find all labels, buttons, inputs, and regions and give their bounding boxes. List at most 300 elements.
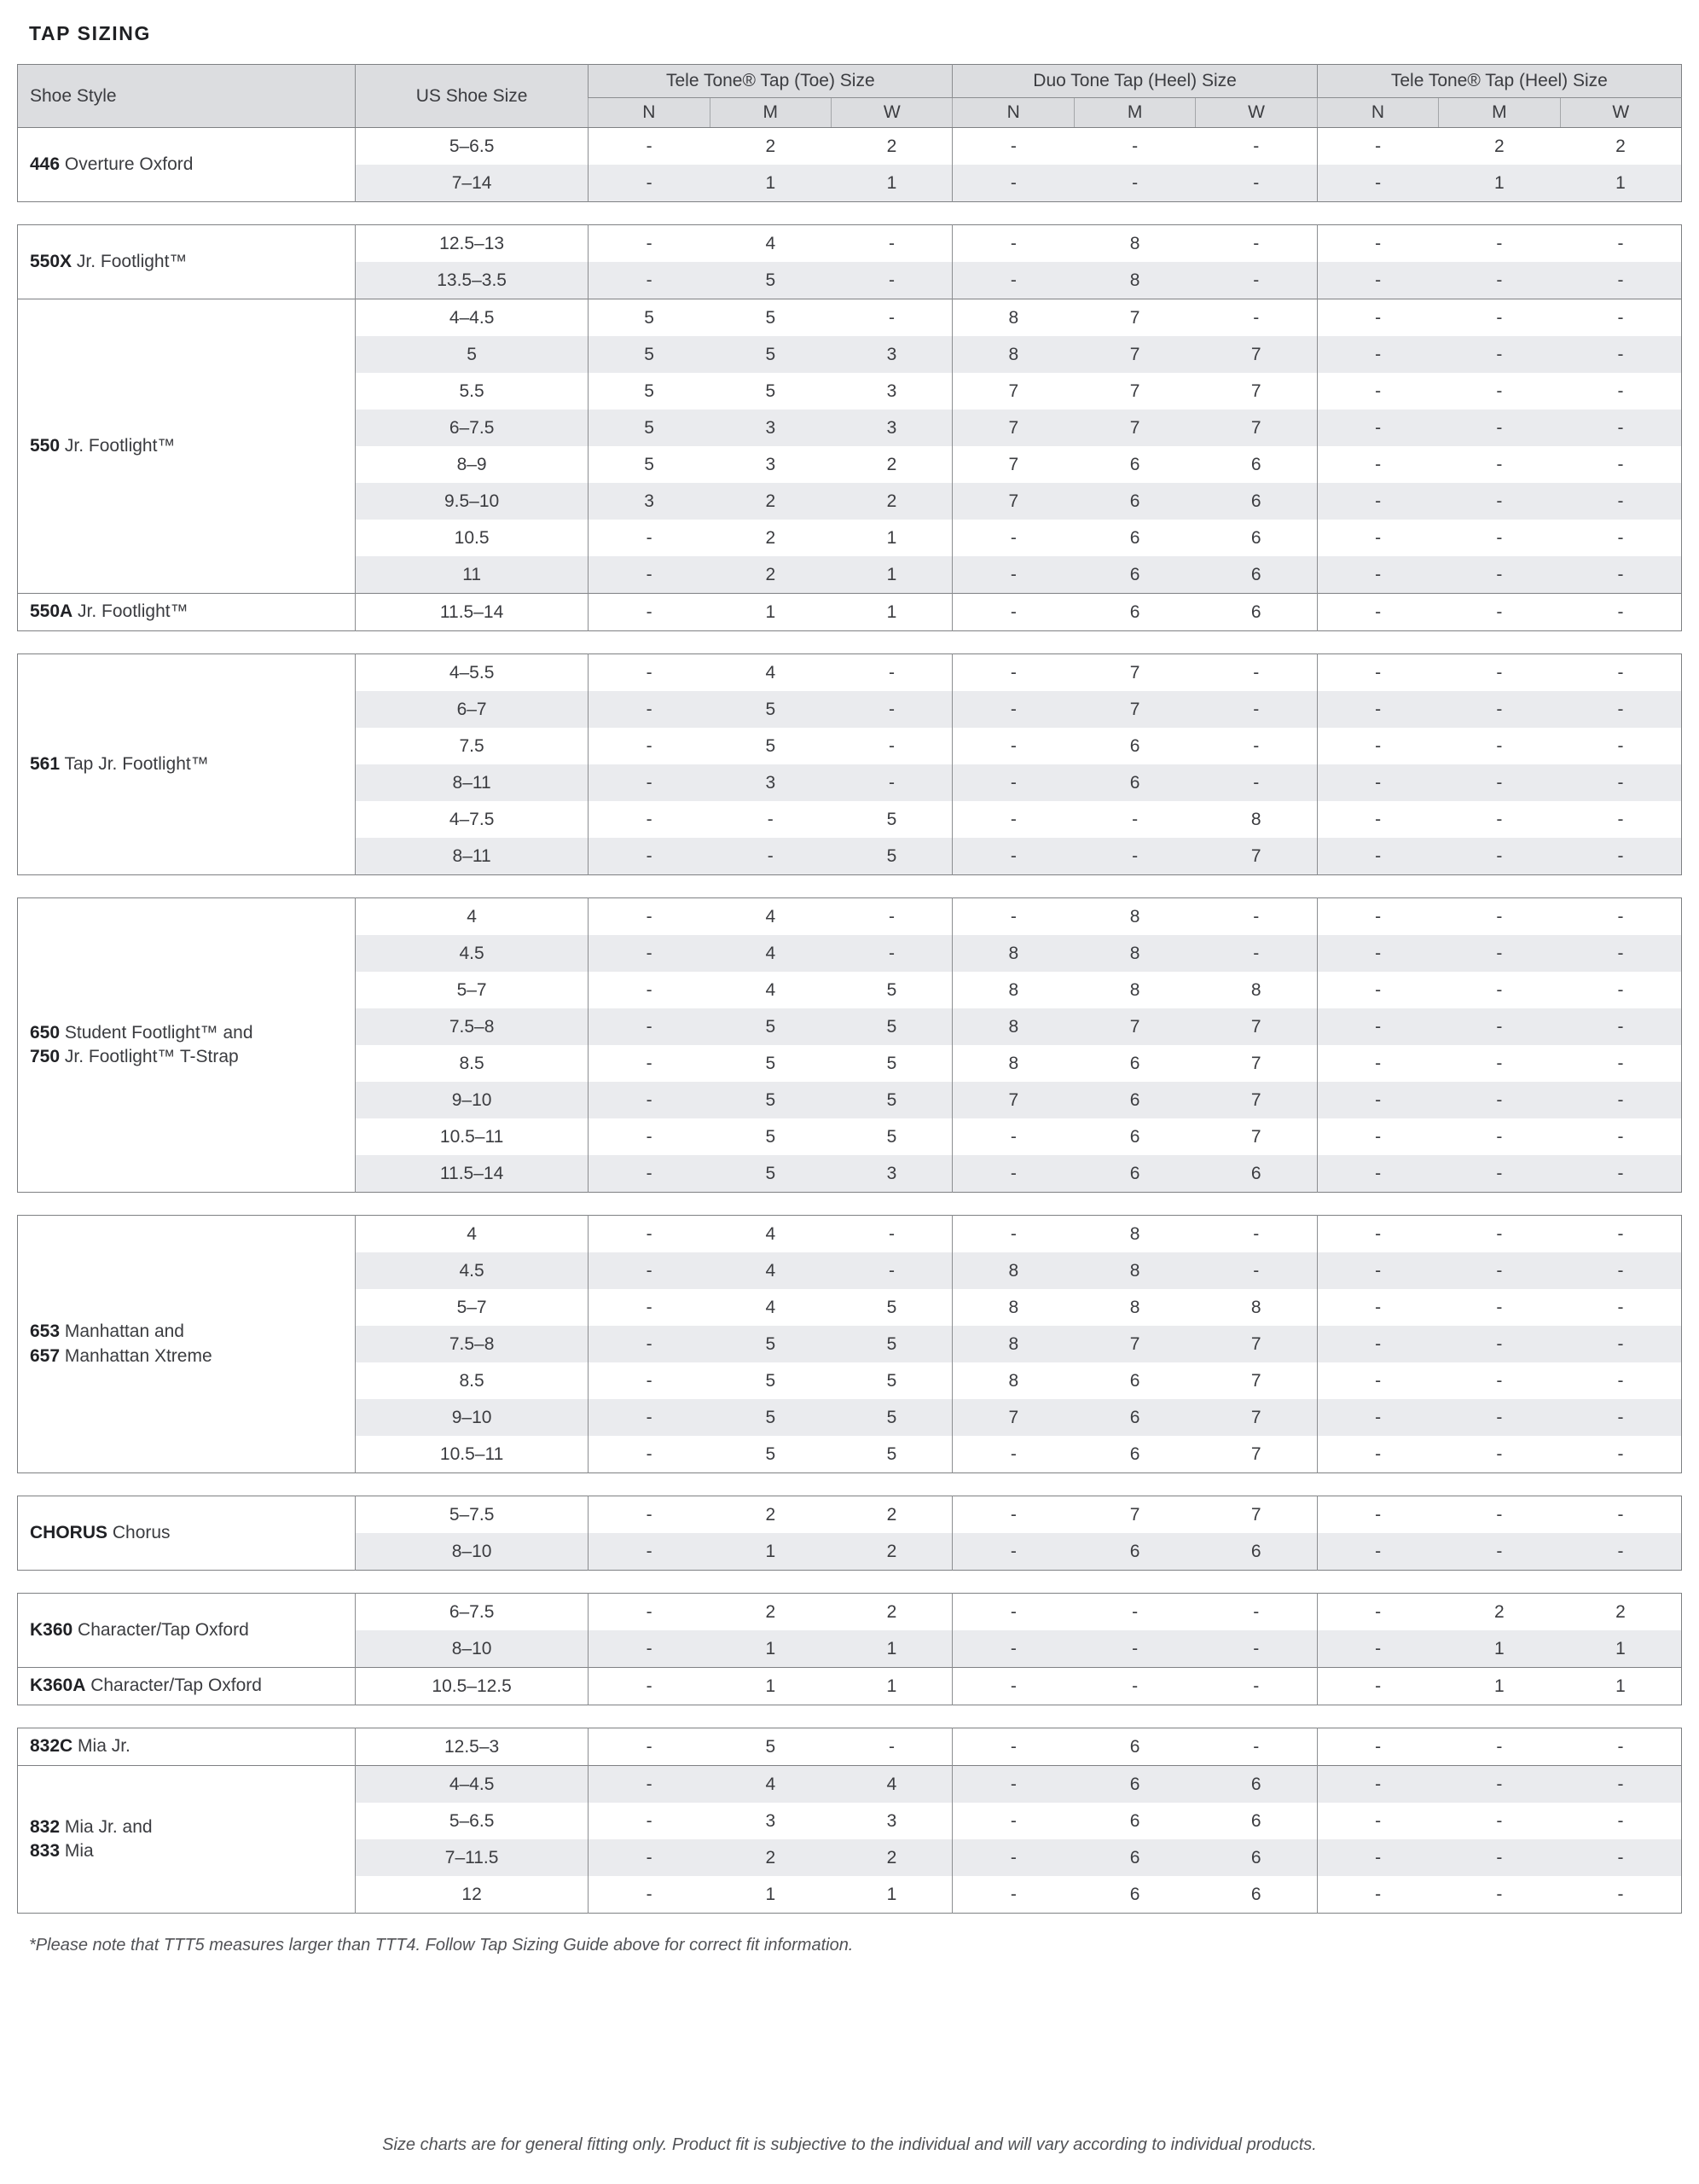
shoe-style-code: 550	[30, 435, 61, 456]
tap-size-cell: -	[1560, 410, 1681, 446]
tap-size-cell: 5	[589, 410, 710, 446]
tap-size-cell: -	[589, 1766, 710, 1804]
us-size-cell: 9–10	[356, 1399, 589, 1436]
tap-size-cell: 1	[1560, 1668, 1681, 1705]
tap-size-cell: 5	[589, 299, 710, 337]
tap-size-cell: 7	[1196, 410, 1317, 446]
tap-size-cell: 3	[832, 1155, 953, 1193]
tap-size-cell: -	[589, 128, 710, 166]
tap-size-cell: -	[1560, 1533, 1681, 1571]
tap-size-cell: -	[1317, 1326, 1438, 1362]
tap-size-cell: 5	[765, 735, 776, 756]
tap-size-cell: -	[589, 654, 710, 692]
tap-size-cell: -	[589, 764, 710, 801]
tap-size-cell: -	[1560, 1839, 1681, 1876]
tap-size-cell: 8	[953, 1252, 1074, 1289]
tap-size-cell: -	[1074, 838, 1195, 875]
shoe-style-line	[30, 600, 354, 624]
tap-size-cell: -	[1317, 1155, 1438, 1193]
tap-size-cell: -	[589, 1155, 710, 1193]
tap-size-cell: 7	[1250, 1443, 1261, 1464]
tap-size-cell: 6	[1129, 735, 1140, 756]
tap-size-cell: -	[953, 1496, 1074, 1534]
shoe-style-line	[30, 1345, 354, 1368]
tap-size-cell: 6	[1196, 556, 1317, 594]
tap-size-cell: 1	[1439, 1668, 1560, 1705]
us-size-cell: 9–10	[356, 1082, 589, 1118]
tap-size-cell: -	[1074, 1668, 1195, 1705]
shoe-style-text: Mia Jr.	[72, 1736, 130, 1757]
tap-size-cell: -	[1617, 1736, 1624, 1757]
tap-size-cell: 1	[710, 594, 831, 631]
tap-size-cell: -	[1439, 483, 1560, 520]
tap-size-cell: -	[1317, 1008, 1438, 1045]
shoe-style-text: Tap Jr. Footlight™	[60, 753, 209, 774]
tap-size-cell: 4	[710, 1252, 831, 1289]
tap-size-cell: 8	[953, 1008, 1074, 1045]
tap-size-cell: -	[589, 165, 710, 202]
tap-size-cell: -	[953, 898, 1074, 936]
tap-size-cell: 7	[1074, 1326, 1195, 1362]
us-size-cell: 5–6.5	[356, 1803, 589, 1839]
tap-size-cell: -	[1439, 1326, 1560, 1362]
tap-size-cell: 6	[1250, 527, 1261, 548]
tap-size-cell: -	[1439, 1839, 1560, 1876]
tap-size-cell: 5	[589, 446, 710, 483]
tap-size-cell: 5	[765, 380, 776, 401]
tap-size-cell: 6	[1250, 454, 1261, 474]
tap-size-cell: 7	[1250, 1053, 1261, 1073]
tap-size-cell: -	[589, 1008, 710, 1045]
us-size-cell: 5–7	[356, 972, 589, 1008]
tap-size-cell: 6	[1129, 1884, 1140, 1904]
us-size-cell: 12	[356, 1876, 589, 1914]
tap-size-cell: -	[1560, 483, 1681, 520]
tap-size-cell: -	[888, 662, 895, 682]
tap-size-cell: 8	[1074, 935, 1195, 972]
tap-size-cell: 8	[953, 1362, 1074, 1399]
tap-size-cell: 8	[1074, 1252, 1195, 1289]
tap-size-cell: 2	[765, 136, 776, 156]
tap-size-cell: 6	[1074, 556, 1195, 594]
tap-size-cell: -	[589, 1876, 710, 1914]
col-group-header-0: Tele Tone® Tap (Toe) Size	[589, 65, 953, 98]
tap-size-cell: -	[1196, 935, 1317, 972]
us-size-cell: 9.5–10	[356, 483, 589, 520]
tap-size-cell: -	[1253, 735, 1260, 756]
us-size-cell: 5–7	[356, 1289, 589, 1326]
tap-size-cell: 2	[886, 1504, 897, 1525]
us-size-cell: 4–7.5	[356, 801, 589, 838]
us-size-cell: 8.5	[356, 1362, 589, 1399]
us-size-cell: 11	[356, 556, 589, 594]
tap-size-cell: -	[1132, 809, 1139, 829]
us-size-cell: 10.5–11	[356, 1436, 589, 1473]
tap-size-cell: 4	[765, 1297, 776, 1317]
tap-size-cell: -	[589, 1082, 710, 1118]
us-size-cell: 6–7	[356, 691, 589, 728]
tap-size-cell: 6	[1074, 594, 1195, 631]
tap-size-cell: 5	[832, 1008, 953, 1045]
tap-size-cell: 7	[953, 483, 1074, 520]
tap-size-cell: 8	[953, 1289, 1074, 1326]
tap-size-cell: -	[1317, 1399, 1438, 1436]
us-size-cell: 5–6.5	[356, 128, 589, 166]
shoe-style-code: 550A	[30, 601, 73, 622]
shoe-style-line	[30, 1839, 354, 1863]
tap-size-cell: 1	[832, 594, 953, 631]
tap-size-cell: -	[1560, 299, 1681, 337]
tap-size-cell: -	[1560, 1399, 1681, 1436]
tap-size-cell: 1	[710, 1533, 831, 1571]
shoe-style-code: 657	[30, 1345, 61, 1366]
tap-size-cell: 7	[1129, 1504, 1140, 1525]
us-size-cell: 8–10	[356, 1630, 589, 1668]
tap-size-cell: 7	[953, 373, 1074, 410]
tap-size-cell: -	[953, 1216, 1074, 1253]
tap-size-cell: 1	[832, 1668, 953, 1705]
tap-size-cell: 6	[1129, 1370, 1140, 1391]
tap-size-cell: 6	[1129, 1053, 1140, 1073]
tap-size-cell: 8	[1129, 1223, 1140, 1244]
tap-size-cell: 8	[1250, 1297, 1261, 1317]
table-row	[18, 1668, 1682, 1705]
tap-size-cell: 7	[1129, 380, 1140, 401]
shoe-style-line	[30, 250, 354, 274]
col-subheader-m: M	[1074, 98, 1195, 128]
tap-size-cell: -	[953, 1728, 1074, 1766]
tap-size-cell: 8	[953, 1045, 1074, 1082]
col-group-header-2: Tele Tone® Tap (Heel) Size	[1317, 65, 1681, 98]
tap-size-cell: -	[1317, 1252, 1438, 1289]
tap-size-cell: 6	[1196, 483, 1317, 520]
tap-size-cell: 2	[1493, 1601, 1505, 1622]
tap-size-cell: -	[589, 556, 710, 594]
tap-size-cell: 6	[1074, 1766, 1195, 1804]
tap-size-cell: -	[1317, 1839, 1438, 1876]
tap-size-cell: -	[1317, 728, 1438, 764]
tap-size-cell: -	[953, 556, 1074, 594]
tap-size-cell: -	[832, 299, 953, 337]
tap-size-cell: 6	[1074, 483, 1195, 520]
tap-size-cell: 6	[1196, 1839, 1317, 1876]
table-row	[18, 1766, 1682, 1804]
tap-size-cell: -	[1617, 906, 1624, 926]
tap-size-cell: 5	[886, 1370, 897, 1391]
us-size-cell: 4	[356, 1216, 589, 1253]
shoe-style-line	[30, 1734, 354, 1758]
shoe-style-text: Manhattan Xtreme	[60, 1345, 212, 1366]
tap-size-cell: 4	[710, 1766, 831, 1804]
tap-size-cell: -	[1317, 1216, 1438, 1253]
us-size-cell: 5–7.5	[356, 1496, 589, 1534]
tap-size-cell: 1	[1439, 165, 1560, 202]
tap-size-cell: 5	[886, 809, 897, 829]
us-size-cell: 11.5–14	[356, 1155, 589, 1193]
shoe-style-code: 832C	[30, 1736, 73, 1757]
tap-size-cell: 4	[765, 662, 776, 682]
col-subheader-n: N	[589, 98, 710, 128]
tap-size-cell: -	[1317, 1668, 1438, 1705]
tap-size-cell: -	[1496, 380, 1503, 401]
tap-size-cell: -	[1439, 691, 1560, 728]
tap-size-cell: -	[953, 1630, 1074, 1668]
tap-size-cell: 3	[765, 1810, 776, 1831]
tap-size-cell: -	[1317, 1594, 1438, 1631]
tap-size-cell: -	[589, 262, 710, 299]
tap-size-cell: -	[953, 594, 1074, 631]
tap-size-cell: -	[1560, 1155, 1681, 1193]
tap-size-cell: 7	[1250, 1504, 1261, 1525]
tap-size-cell: -	[1317, 556, 1438, 594]
tap-size-cell: -	[589, 1216, 710, 1253]
shoe-style-line	[30, 1618, 354, 1642]
col-subheader-w: W	[832, 98, 953, 128]
shoe-style-line	[30, 153, 354, 177]
tap-size-cell: -	[1439, 1155, 1560, 1193]
us-size-cell: 10.5–11	[356, 1118, 589, 1155]
tap-size-cell: -	[953, 262, 1074, 299]
tap-size-cell: 4	[765, 979, 776, 1000]
tap-size-cell: -	[953, 1839, 1074, 1876]
tap-size-cell: -	[1439, 1533, 1560, 1571]
tap-size-cell: -	[888, 1223, 895, 1244]
tap-size-cell: 6	[1196, 1766, 1317, 1804]
tap-size-cell: -	[1617, 662, 1624, 682]
sizing-block-653-657	[17, 1215, 1682, 1473]
tap-size-cell: -	[1560, 336, 1681, 373]
tap-size-cell: -	[1496, 979, 1503, 1000]
tap-size-cell: 3	[589, 483, 710, 520]
col-subheader-m: M	[1439, 98, 1560, 128]
col-subheader-n: N	[1317, 98, 1438, 128]
tap-size-cell: -	[589, 225, 710, 263]
tap-size-cell: 6	[1250, 1810, 1261, 1831]
tap-size-cell: -	[1317, 446, 1438, 483]
tap-size-cell: 7	[953, 1082, 1074, 1118]
sizing-block-561	[17, 653, 1682, 875]
us-size-cell: 5	[356, 336, 589, 373]
tap-size-cell: 8	[953, 935, 1074, 972]
tap-size-cell: -	[1317, 336, 1438, 373]
shoe-style-text: Character/Tap Oxford	[72, 1619, 249, 1640]
tap-size-cell: 7	[953, 1399, 1074, 1436]
tap-size-cell: -	[1253, 906, 1260, 926]
tap-size-cell: 5	[886, 1053, 897, 1073]
tap-size-cell: -	[1132, 1601, 1139, 1622]
tap-size-cell: 3	[832, 336, 953, 373]
tap-size-cell: -	[953, 1803, 1074, 1839]
col-header-us-shoe-size: US Shoe Size	[356, 65, 589, 128]
tap-size-cell: -	[589, 1533, 710, 1571]
sizing-block-550	[17, 224, 1682, 631]
tap-size-cell: 7	[1074, 1008, 1195, 1045]
tap-size-cell: 6	[1196, 1533, 1317, 1571]
tap-size-cell: 6	[1129, 1126, 1140, 1147]
tap-size-cell: 5	[832, 1326, 953, 1362]
shoe-style-cell	[18, 654, 356, 875]
us-size-cell: 4–4.5	[356, 1766, 589, 1804]
tap-size-cell: -	[1317, 1630, 1438, 1668]
tap-size-cell: -	[1439, 764, 1560, 801]
tap-size-cell: 6	[1129, 527, 1140, 548]
shoe-style-text: Mia Jr. and	[60, 1816, 153, 1837]
shoe-style-cell	[18, 225, 356, 299]
us-size-cell: 8–11	[356, 764, 589, 801]
shoe-style-text: Manhattan and	[60, 1321, 184, 1342]
tap-size-cell: -	[589, 801, 710, 838]
shoe-style-cell	[18, 299, 356, 594]
tap-size-cell: 8	[953, 299, 1074, 337]
tap-size-cell: 6	[1074, 1533, 1195, 1571]
us-size-cell: 7.5	[356, 728, 589, 764]
tap-size-cell: -	[1317, 594, 1438, 631]
tap-size-cell: -	[589, 972, 710, 1008]
tap-size-cell: -	[589, 1436, 710, 1473]
tap-size-cell: -	[1560, 935, 1681, 972]
tap-size-cell: -	[1317, 299, 1438, 337]
tap-size-cell: 1	[886, 527, 897, 548]
tap-size-cell: 7	[1074, 410, 1195, 446]
us-size-cell: 8–11	[356, 838, 589, 875]
tap-size-cell: 4	[832, 1766, 953, 1804]
shoe-style-text: Jr. Footlight™	[60, 435, 176, 456]
tap-size-cell: -	[1196, 764, 1317, 801]
tap-size-cell: 4	[765, 906, 776, 926]
tap-size-cell: 5	[710, 1326, 831, 1362]
tap-size-cell: -	[589, 691, 710, 728]
tap-size-cell: -	[1439, 838, 1560, 875]
shoe-style-line	[30, 752, 354, 776]
tap-size-cell: -	[953, 1766, 1074, 1804]
us-size-cell: 11.5–14	[356, 594, 589, 631]
tap-size-cell: -	[1317, 410, 1438, 446]
shoe-style-text: Overture Oxford	[60, 154, 194, 174]
tap-size-cell: -	[1496, 1053, 1503, 1073]
tap-size-cell: -	[1617, 735, 1624, 756]
tap-size-cell: 1	[765, 1884, 776, 1904]
tap-size-cell: -	[589, 1399, 710, 1436]
tap-size-cell: 1	[1560, 1630, 1681, 1668]
sizing-block-chorus	[17, 1496, 1682, 1571]
us-size-cell: 8–9	[356, 446, 589, 483]
us-size-cell: 7.5–8	[356, 1008, 589, 1045]
us-size-cell: 7–14	[356, 165, 589, 202]
tap-size-cell: -	[1560, 764, 1681, 801]
table-row	[18, 1216, 1682, 1253]
tap-size-cell: 5	[710, 1008, 831, 1045]
tap-size-cell: -	[888, 735, 895, 756]
tap-size-cell: -	[832, 764, 953, 801]
tap-size-cell: -	[1617, 1884, 1624, 1904]
tap-size-cell: -	[1317, 1803, 1438, 1839]
shoe-style-cell	[18, 898, 356, 1193]
tap-size-cell: -	[1617, 979, 1624, 1000]
tap-size-cell: -	[1074, 1630, 1195, 1668]
tap-size-cell: 5	[710, 262, 831, 299]
tap-size-cell: -	[1439, 1399, 1560, 1436]
tap-size-cell: -	[1132, 136, 1139, 156]
tap-size-cell: 7	[953, 446, 1074, 483]
tap-size-cell: -	[1560, 262, 1681, 299]
shoe-style-text: Mia	[60, 1841, 94, 1861]
tap-size-cell: 7	[1129, 662, 1140, 682]
tap-size-cell: 5	[765, 1443, 776, 1464]
table-row	[18, 654, 1682, 692]
us-size-cell: 8.5	[356, 1045, 589, 1082]
tap-size-cell: -	[1496, 1810, 1503, 1831]
tap-size-cell: 4	[765, 233, 776, 253]
tap-size-cell: -	[1317, 1876, 1438, 1914]
shoe-style-text: Jr. Footlight™ T-Strap	[60, 1047, 239, 1066]
shoe-style-text: Chorus	[107, 1522, 171, 1542]
tap-size-cell: -	[1317, 1533, 1438, 1571]
tap-size-cell: -	[1617, 1443, 1624, 1464]
tap-size-cell: -	[1617, 380, 1624, 401]
tap-size-cell: -	[1196, 691, 1317, 728]
shoe-style-code: CHORUS	[30, 1522, 108, 1542]
tap-size-cell: -	[1253, 136, 1260, 156]
shoe-style-cell	[18, 594, 356, 631]
shoe-style-code: K360A	[30, 1676, 86, 1696]
tap-size-cell: -	[710, 838, 831, 875]
tap-size-cell: -	[589, 1326, 710, 1362]
tap-size-cell: 5	[589, 373, 710, 410]
table-row	[18, 299, 1682, 337]
tap-size-cell: -	[589, 728, 710, 764]
shoe-style-text: Jr. Footlight™	[72, 251, 188, 271]
tap-size-cell: -	[953, 1436, 1074, 1473]
tap-size-cell: -	[1496, 662, 1503, 682]
tap-size-cell: 8	[953, 972, 1074, 1008]
tap-size-cell: -	[1196, 299, 1317, 337]
tap-size-cell: -	[1617, 1126, 1624, 1147]
tap-size-cell: -	[1196, 1252, 1317, 1289]
tap-size-cell: 5	[710, 1399, 831, 1436]
tap-size-cell: -	[953, 764, 1074, 801]
tap-size-cell: -	[888, 1736, 895, 1757]
shoe-style-code: 561	[30, 753, 61, 774]
tap-size-cell: -	[953, 728, 1074, 764]
tap-size-cell: -	[1560, 1008, 1681, 1045]
tap-size-cell: -	[953, 1876, 1074, 1914]
tap-size-cell: -	[1317, 1082, 1438, 1118]
col-subheader-m: M	[710, 98, 831, 128]
tap-size-cell: -	[1439, 410, 1560, 446]
us-size-cell: 12.5–3	[356, 1728, 589, 1766]
tap-size-cell: -	[1253, 1736, 1260, 1757]
tap-size-cell: -	[589, 1118, 710, 1155]
tap-size-cell: 5	[886, 979, 897, 1000]
tap-size-cell: -	[589, 520, 710, 556]
tap-size-cell: -	[1496, 1504, 1503, 1525]
tap-size-cell: -	[953, 1533, 1074, 1571]
shoe-style-code: K360	[30, 1619, 73, 1640]
tap-size-cell: 6	[1129, 1443, 1140, 1464]
tap-size-cell: 2	[765, 1601, 776, 1622]
tap-size-cell: -	[589, 838, 710, 875]
tap-size-cell: 3	[832, 410, 953, 446]
tap-size-cell: -	[589, 594, 710, 631]
tap-size-cell: -	[1496, 1126, 1503, 1147]
us-size-cell: 6–7.5	[356, 1594, 589, 1631]
table-row	[18, 1728, 1682, 1766]
shoe-style-cell	[18, 1496, 356, 1571]
shoe-style-line	[30, 1815, 354, 1839]
tap-size-cell: -	[1253, 233, 1260, 253]
tap-size-cell: 1	[832, 556, 953, 594]
tap-size-cell: 1	[832, 165, 953, 202]
